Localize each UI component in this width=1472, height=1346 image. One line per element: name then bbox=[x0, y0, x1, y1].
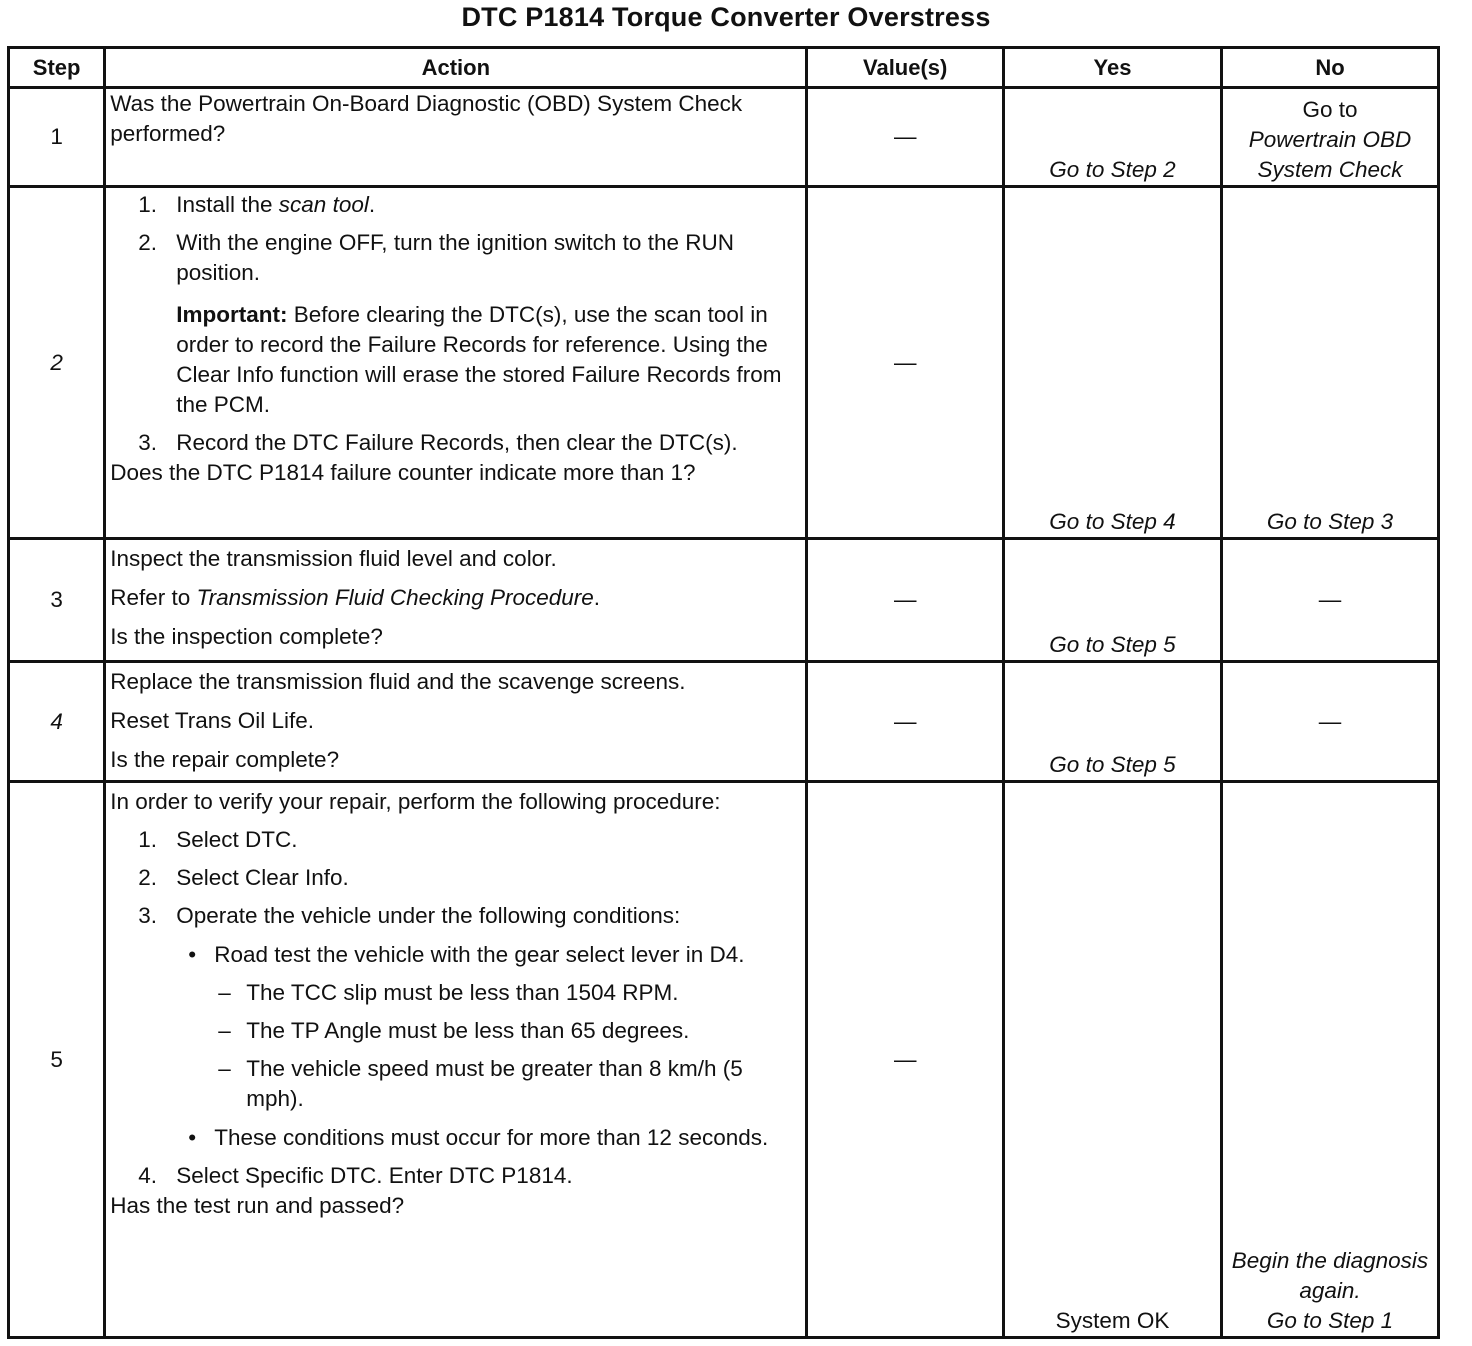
dash-icon: – bbox=[218, 1056, 231, 1081]
list-text: With the engine OFF, turn the ignition switch to the RUN position. bbox=[176, 230, 734, 285]
list-number: 2. bbox=[138, 865, 157, 890]
header-yes: Yes bbox=[1003, 48, 1221, 88]
action-intro: In order to verify your repair, perform the following procedure: bbox=[110, 789, 721, 814]
list-item bbox=[110, 190, 801, 220]
value-cell: — bbox=[807, 187, 1004, 539]
dash-item bbox=[110, 1016, 801, 1046]
list-item bbox=[110, 1161, 801, 1191]
bullet-icon: • bbox=[188, 942, 197, 967]
action-question: Is the inspection complete? bbox=[110, 624, 383, 649]
yes-link[interactable]: Go to Step 4 bbox=[1003, 187, 1221, 539]
bullet-text: These conditions must occur for more than 12 seconds. bbox=[214, 1125, 769, 1150]
table-row bbox=[9, 782, 1439, 1338]
yes-result: System OK bbox=[1003, 782, 1221, 1338]
table-row bbox=[9, 662, 1439, 782]
list-text: Record the DTC Failure Records, then clear the DTC(s). bbox=[176, 430, 738, 455]
action-text: Inspect the transmission fluid level and color. bbox=[110, 546, 557, 571]
list-item bbox=[110, 228, 801, 288]
header-step: Step bbox=[9, 48, 105, 88]
yes-link[interactable]: Go to Step 2 bbox=[1003, 88, 1221, 187]
step-number: 3 bbox=[9, 539, 105, 662]
no-cell bbox=[1221, 782, 1438, 1338]
no-prefix: Go to bbox=[1302, 97, 1358, 122]
list-text: Select Specific DTC. Enter DTC P1814. bbox=[176, 1163, 573, 1188]
scan-tool-link[interactable]: scan tool bbox=[278, 192, 369, 217]
list-number: 1. bbox=[138, 192, 157, 217]
dash-item bbox=[110, 1054, 801, 1114]
action-cell bbox=[105, 187, 807, 539]
table-row bbox=[9, 88, 1439, 187]
list-number: 3. bbox=[138, 430, 157, 455]
list-item bbox=[110, 825, 801, 855]
step-number: 5 bbox=[9, 782, 105, 1338]
list-number: 1. bbox=[138, 827, 157, 852]
no-cell bbox=[1221, 88, 1438, 187]
action-text: Replace the transmission fluid and the scavenge screens. bbox=[110, 669, 686, 694]
value-cell: — bbox=[807, 782, 1004, 1338]
list-text: Operate the vehicle under the following conditions: bbox=[176, 903, 681, 928]
action-text: Was the Powertrain On-Board Diagnostic (OBD) System Check performed? bbox=[110, 91, 743, 146]
header-values: Value(s) bbox=[807, 48, 1004, 88]
list-item bbox=[110, 901, 801, 931]
bullet-text: Road test the vehicle with the gear select lever in D4. bbox=[214, 942, 745, 967]
list-number: 4. bbox=[138, 1163, 157, 1188]
value-cell: — bbox=[807, 539, 1004, 662]
list-text: Select DTC. bbox=[176, 827, 298, 852]
no-cell: — bbox=[1221, 539, 1438, 662]
list-text: Install the bbox=[176, 192, 273, 217]
page-title: DTC P1814 Torque Converter Overstress bbox=[461, 2, 991, 32]
value-cell: — bbox=[807, 88, 1004, 187]
value-cell: — bbox=[807, 662, 1004, 782]
list-item bbox=[110, 428, 801, 458]
list-number: 3. bbox=[138, 903, 157, 928]
bullet-item bbox=[110, 940, 801, 970]
bullet-item bbox=[110, 1123, 801, 1153]
header-action: Action bbox=[105, 48, 807, 88]
action-text bbox=[110, 583, 801, 613]
action-cell bbox=[105, 782, 807, 1338]
action-text: Reset Trans Oil Life. bbox=[110, 708, 315, 733]
list-number: 2. bbox=[138, 230, 157, 255]
action-cell bbox=[105, 662, 807, 782]
action-question: Has the test run and passed? bbox=[110, 1193, 405, 1218]
diagnostic-table bbox=[7, 46, 1440, 1339]
no-instruction: Begin the diagnosis again. bbox=[1231, 1248, 1429, 1303]
action-cell bbox=[105, 88, 807, 187]
dash-text: The TP Angle must be less than 65 degrees. bbox=[246, 1018, 690, 1043]
dash-item bbox=[110, 978, 801, 1008]
yes-link[interactable]: Go to Step 5 bbox=[1003, 662, 1221, 782]
dash-icon: – bbox=[218, 980, 231, 1005]
important-note bbox=[110, 300, 801, 420]
no-link[interactable]: Powertrain OBD System Check bbox=[1248, 127, 1412, 182]
no-link[interactable]: Go to Step 1 bbox=[1266, 1308, 1394, 1333]
no-cell: — bbox=[1221, 662, 1438, 782]
table-header-row bbox=[9, 48, 1439, 88]
step-number: 1 bbox=[9, 88, 105, 187]
action-text-prefix: Refer to bbox=[110, 585, 191, 610]
dash-icon: – bbox=[218, 1018, 231, 1043]
important-label: Important: bbox=[176, 302, 288, 327]
important-text: Before clearing the DTC(s), use the scan tool in order to record the Failure Records for reference. Using the Clear Info function will erase the stored Failure Records from the PCM. bbox=[176, 302, 782, 417]
dash-text: The vehicle speed must be greater than 8 km/h (5 mph). bbox=[246, 1056, 743, 1111]
action-cell bbox=[105, 539, 807, 662]
action-question: Does the DTC P1814 failure counter indicate more than 1? bbox=[110, 460, 696, 485]
table-row bbox=[9, 187, 1439, 539]
header-no: No bbox=[1221, 48, 1438, 88]
list-item bbox=[110, 863, 801, 893]
action-question: Is the repair complete? bbox=[110, 747, 340, 772]
step-number: 4 bbox=[9, 662, 105, 782]
list-text: Select Clear Info. bbox=[176, 865, 349, 890]
step-number: 2 bbox=[9, 187, 105, 539]
list-text-end: . bbox=[368, 192, 376, 217]
table-row bbox=[9, 539, 1439, 662]
no-link[interactable]: Go to Step 3 bbox=[1221, 187, 1438, 539]
yes-link[interactable]: Go to Step 5 bbox=[1003, 539, 1221, 662]
bullet-icon: • bbox=[188, 1125, 197, 1150]
action-text-end: . bbox=[593, 585, 601, 610]
dash-text: The TCC slip must be less than 1504 RPM. bbox=[246, 980, 679, 1005]
fluid-checking-link[interactable]: Transmission Fluid Checking Procedure bbox=[196, 585, 594, 610]
